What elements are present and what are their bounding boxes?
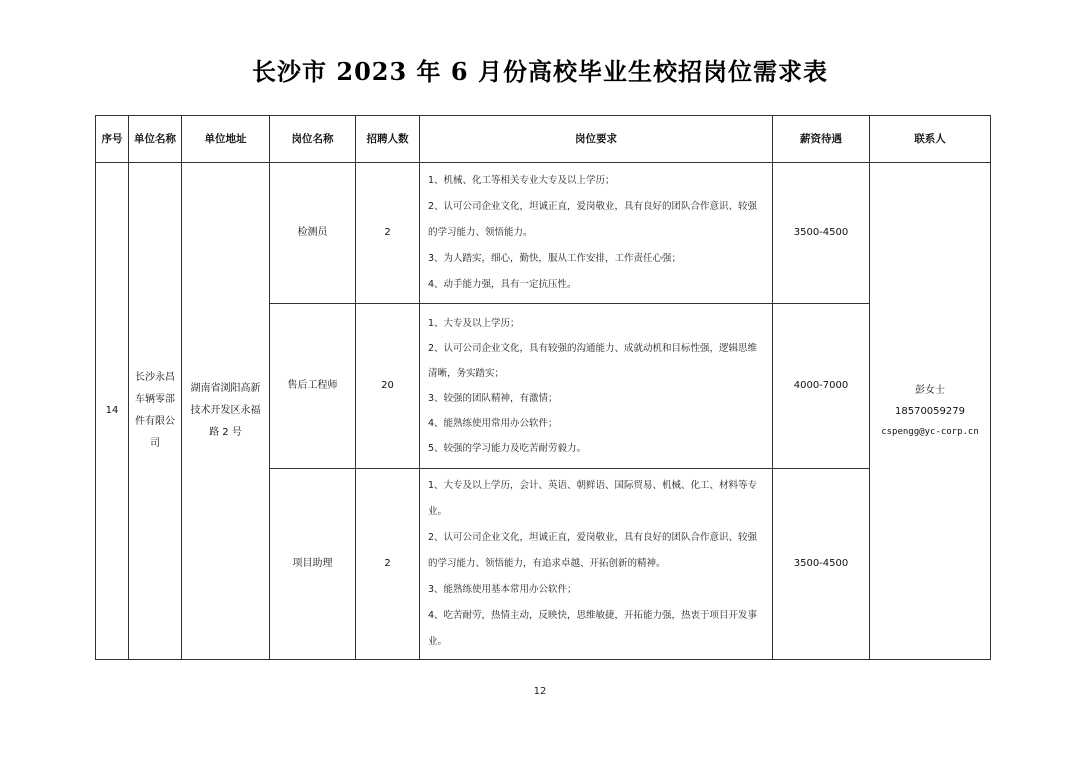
header-requirements: 岗位要求 bbox=[420, 116, 773, 163]
cell-salary: 3500-4500 bbox=[773, 469, 870, 660]
contact-phone: 18570059279 bbox=[895, 405, 965, 417]
cell-headcount: 20 bbox=[356, 304, 420, 469]
cell-position: 项目助理 bbox=[270, 469, 356, 660]
cell-company: 长沙永昌车辆零部件有限公司 bbox=[129, 163, 182, 660]
requirement-line: 4、吃苦耐劳，热情主动，反映快，思维敏捷，开拓能力强，热衷于项目开发事业。 bbox=[428, 610, 758, 647]
cell-address: 湖南省浏阳高新技术开发区永福路 2 号 bbox=[182, 163, 270, 660]
requirement-line: 3、较强的团队精神，有激情； bbox=[428, 393, 558, 404]
contact-email: cspengg@yc-corp.cn bbox=[881, 426, 979, 437]
cell-requirements bbox=[420, 304, 773, 469]
header-salary: 薪资待遇 bbox=[773, 116, 870, 163]
requirement-line: 2、认可公司企业文化，坦诚正直，爱岗敬业，具有良好的团队合作意识、较强的学习能力、领悟能力。 bbox=[428, 201, 758, 238]
requirement-line: 2、认可公司企业文化，坦诚正直，爱岗敬业，具有良好的团队合作意识、较强的学习能力、领悟能力，有追求卓越、开拓创新的精神。 bbox=[428, 532, 758, 569]
table-row bbox=[96, 163, 991, 304]
cell-requirements bbox=[420, 469, 773, 660]
header-headcount: 招聘人数 bbox=[356, 116, 420, 163]
header-contact: 联系人 bbox=[870, 116, 991, 163]
requirement-line: 3、能熟练使用基本常用办公软件； bbox=[428, 584, 577, 595]
requirement-line: 2、认可公司企业文化，具有较强的沟通能力、成就动机和目标性强，逻辑思维清晰，务实踏实； bbox=[428, 343, 758, 379]
cell-headcount: 2 bbox=[356, 163, 420, 304]
cell-contact bbox=[870, 163, 991, 660]
page-number: 12 bbox=[533, 686, 547, 697]
requirement-line: 1、大专及以上学历，会计、英语、朝鲜语、国际贸易、机械、化工、材料等专业。 bbox=[428, 480, 758, 517]
header-address: 单位地址 bbox=[182, 116, 270, 163]
requirement-line: 4、动手能力强，具有一定抗压性。 bbox=[428, 279, 577, 290]
header-company: 单位名称 bbox=[129, 116, 182, 163]
job-requirements-table bbox=[95, 115, 991, 660]
cell-salary: 3500-4500 bbox=[773, 163, 870, 304]
header-position: 岗位名称 bbox=[270, 116, 356, 163]
requirement-line: 4、能熟练使用常用办公软件； bbox=[428, 418, 558, 429]
cell-position: 售后工程师 bbox=[270, 304, 356, 469]
cell-position: 检测员 bbox=[270, 163, 356, 304]
contact-name: 彭女士 bbox=[915, 384, 945, 396]
requirement-line: 3、为人踏实，细心，勤快，服从工作安排，工作责任心强； bbox=[428, 253, 682, 264]
requirement-line: 1、大专及以上学历； bbox=[428, 318, 520, 329]
requirement-line: 1、机械、化工等相关专业大专及以上学历； bbox=[428, 175, 615, 186]
requirement-line: 5、较强的学习能力及吃苦耐劳毅力。 bbox=[428, 443, 587, 454]
cell-headcount: 2 bbox=[356, 469, 420, 660]
cell-salary: 4000-7000 bbox=[773, 304, 870, 469]
table-header-row bbox=[96, 116, 991, 163]
cell-requirements bbox=[420, 163, 773, 304]
page-title: 长沙市 2023 年 6 月份高校毕业生校招岗位需求表 bbox=[252, 57, 828, 86]
cell-seq: 14 bbox=[96, 163, 129, 660]
header-seq: 序号 bbox=[96, 116, 129, 163]
